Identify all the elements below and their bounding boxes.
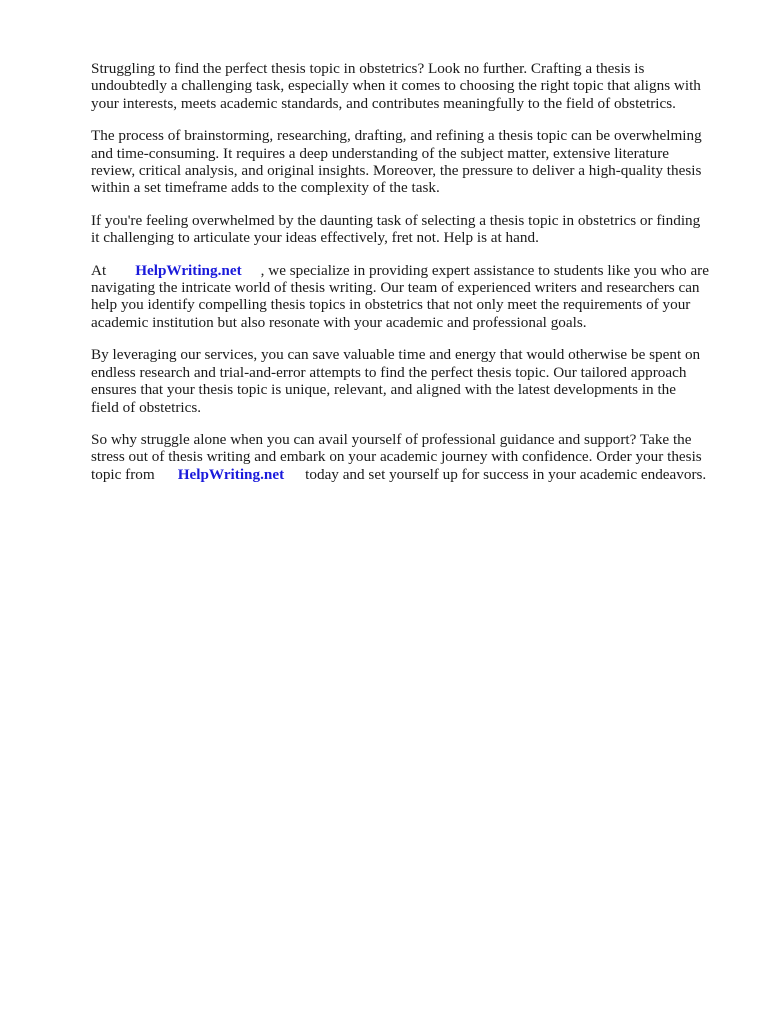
paragraph-call-to-action [91, 431, 731, 483]
text-line: review, critical analysis, and original insights. Moreover, the pressure to deliver a high-quality thesis [91, 162, 702, 180]
paragraph-process [91, 127, 731, 197]
text-line [91, 466, 731, 483]
text-line: Struggling to find the perfect thesis topic in obstetrics? Look no further. Crafting a thesis is [91, 60, 645, 77]
text-line: and time-consuming. It requires a deep understanding of the subject matter, extensive literature [91, 144, 670, 162]
text-line: endless research and trial-and-error attempts to find the perfect thesis topic. Our tailored approach [91, 363, 687, 381]
paragraph-benefits [91, 346, 731, 416]
text-segment: At [91, 261, 107, 279]
text-line: The process of brainstorming, researching, drafting, and refining a thesis topic can be overwhelming [91, 127, 702, 145]
text-line: field of obstetrics. [91, 398, 202, 416]
text-line: your interests, meets academic standards, and contributes meaningfully to the field of obstetrics. [91, 94, 676, 112]
text-line: So why struggle alone when you can avail yourself of professional guidance and support? Take the [91, 430, 692, 448]
document-page [91, 60, 731, 498]
text-segment: today and set yourself up for success in your academic endeavors. [305, 465, 707, 483]
text-line: navigating the intricate world of thesis writing. Our team of experienced writers and researchers can [91, 279, 700, 297]
text-line: ensures that your thesis topic is unique, relevant, and aligned with the latest developments in the [91, 381, 677, 399]
text-line: By leveraging our services, you can save valuable time and energy that would otherwise be spent on [91, 346, 701, 364]
paragraph-intro [91, 60, 731, 112]
text-segment: , we specialize in providing expert assistance to students like you who are [260, 261, 709, 279]
text-line: academic institution but also resonate with your academic and professional goals. [91, 313, 587, 331]
text-line: help you identify compelling thesis topics in obstetrics that not only meet the requirements of your [91, 296, 691, 314]
text-line: it challenging to articulate your ideas effectively, fret not. Help is at hand. [91, 229, 539, 247]
text-line [91, 262, 731, 279]
paragraph-services [91, 262, 731, 332]
helpwriting-link[interactable]: HelpWriting.net [177, 465, 285, 483]
paragraph-overwhelmed [91, 212, 731, 247]
text-line: undoubtedly a challenging task, especially when it comes to choosing the right topic that aligns with [91, 77, 701, 95]
text-segment: topic from [91, 465, 155, 483]
text-line: stress out of thesis writing and embark on your academic journey with confidence. Order your thesis [91, 448, 702, 466]
helpwriting-link[interactable]: HelpWriting.net [135, 261, 242, 279]
text-line: If you're feeling overwhelmed by the daunting task of selecting a thesis topic in obstetrics or finding [91, 211, 701, 229]
text-line: within a set timeframe adds to the complexity of the task. [91, 179, 440, 197]
